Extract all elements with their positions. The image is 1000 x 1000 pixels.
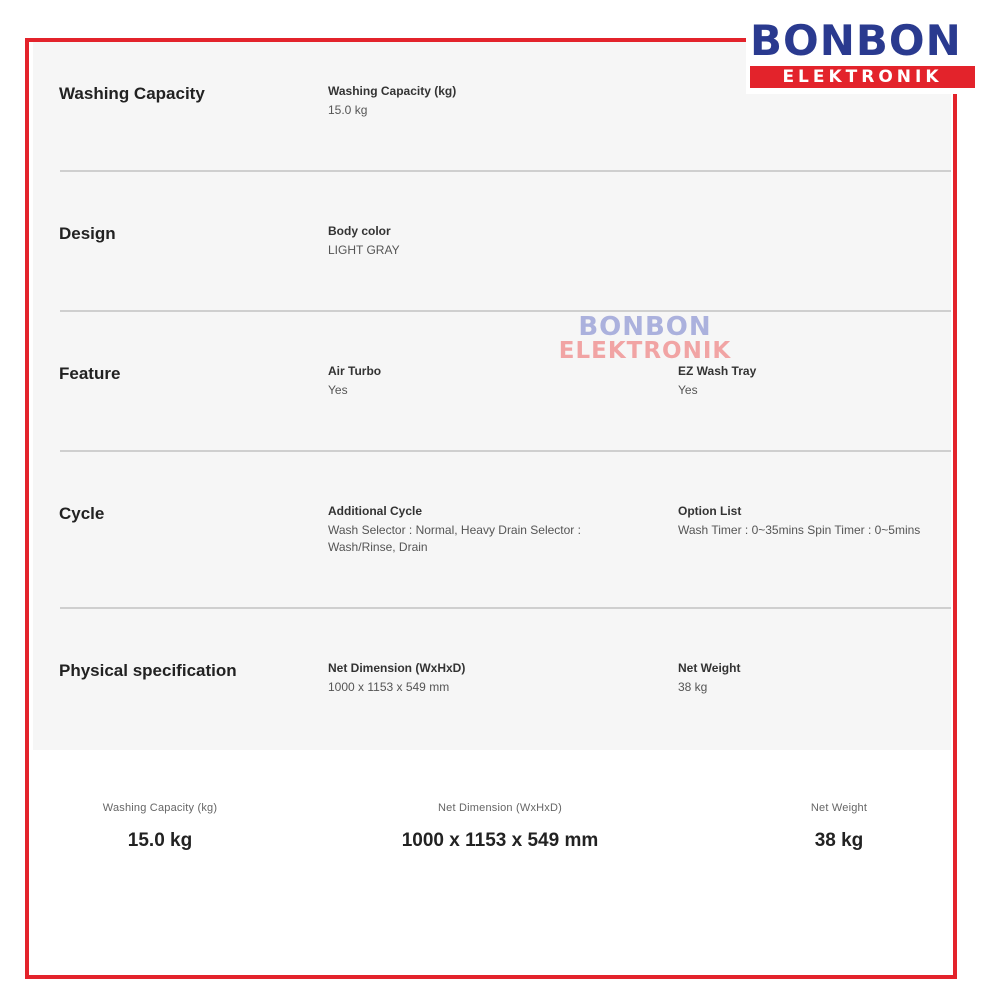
- spec-item: [328, 223, 628, 259]
- spec-value: 15.0 kg: [328, 103, 368, 117]
- brand-name: BONBON: [750, 16, 962, 65]
- summary-value: 38 kg: [814, 830, 864, 851]
- summary-value: 1000 x 1153 x 549 mm: [401, 830, 599, 851]
- summary-label: Washing Capacity (kg): [102, 802, 218, 814]
- spec-value: Yes: [328, 383, 348, 397]
- brand-logo: [746, 14, 980, 94]
- summary-item-net-dimension: [380, 802, 620, 852]
- spec-item: [328, 660, 628, 696]
- spec-label: EZ Wash Tray: [678, 364, 757, 378]
- spec-value: LIGHT GRAY: [328, 243, 400, 257]
- spec-row-physical-specification: [33, 609, 951, 749]
- spec-row-cycle: [33, 452, 951, 608]
- summary-value: 15.0 kg: [127, 830, 193, 851]
- spec-item: [678, 503, 943, 539]
- summary-panel: [33, 758, 951, 958]
- spec-item: [328, 503, 598, 556]
- spec-value: Wash Timer : 0~35mins Spin Timer : 0~5mins: [678, 523, 921, 537]
- section-title: Feature: [59, 364, 121, 383]
- spec-value: 1000 x 1153 x 549 mm: [328, 680, 450, 694]
- spec-label: Net Dimension (WxHxD): [328, 661, 466, 675]
- brand-tagline: ELEKTRONIK: [750, 66, 975, 88]
- spec-label: Additional Cycle: [328, 504, 423, 518]
- summary-item-net-weight: [779, 802, 899, 852]
- spec-value: 38 kg: [678, 680, 708, 694]
- summary-label: Net Weight: [810, 802, 868, 814]
- section-title: Cycle: [59, 504, 105, 523]
- spec-value: Wash Selector : Normal, Heavy Drain Selector : Wash/Rinse, Drain: [328, 523, 581, 554]
- section-title: Design: [59, 224, 116, 243]
- spec-label: Net Weight: [678, 661, 741, 675]
- spec-panel: [33, 42, 951, 750]
- spec-label: Body color: [328, 224, 391, 238]
- summary-item-washing-capacity: [80, 802, 240, 852]
- spec-item: [328, 83, 628, 119]
- spec-label: Option List: [678, 504, 742, 518]
- summary-label: Net Dimension (WxHxD): [438, 802, 562, 814]
- watermark-name: BONBON: [578, 312, 712, 342]
- spec-item: [678, 660, 978, 696]
- spec-label: Air Turbo: [328, 364, 382, 378]
- spec-row-design: [33, 172, 951, 310]
- spec-label: Washing Capacity (kg): [328, 84, 457, 98]
- spec-row-feature: [33, 312, 951, 450]
- spec-item: [678, 363, 978, 399]
- section-title: Washing Capacity: [59, 84, 205, 103]
- watermark-tagline: ELEKTRONIK: [558, 338, 732, 364]
- section-title: Physical specification: [59, 661, 237, 680]
- spec-item: [328, 363, 628, 399]
- spec-value: Yes: [678, 383, 698, 397]
